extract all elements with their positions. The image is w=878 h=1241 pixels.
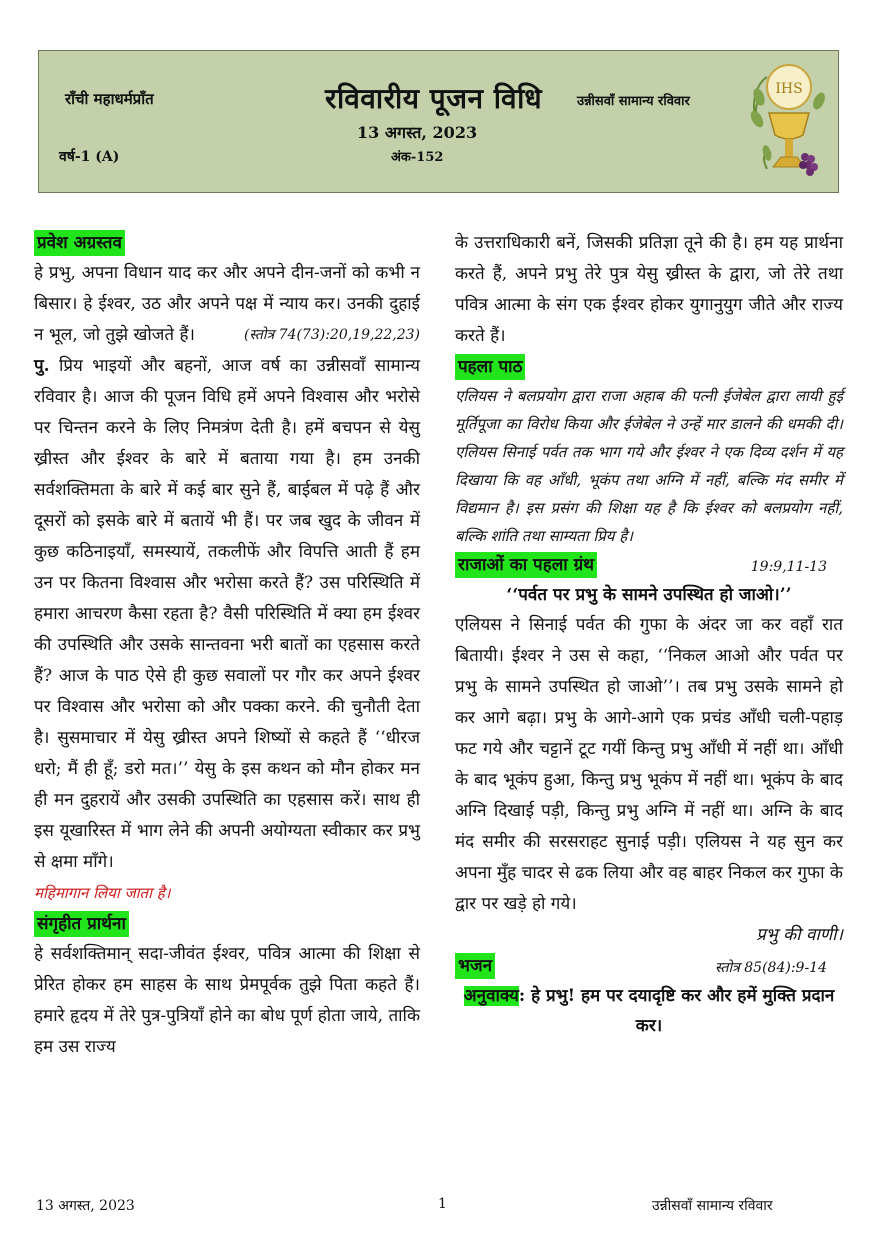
host-ihs-text: IHS bbox=[775, 81, 803, 97]
entrance-heading: प्रवेश अग्रस्तव bbox=[34, 230, 125, 256]
entrance-antiphon bbox=[34, 258, 420, 351]
first-reading-heading: पहला पाठ bbox=[455, 354, 525, 380]
collect-text: हे सर्वशक्तिमान् सदा-जीवंत ईश्वर, पवित्र आत्मा की शिक्षा से प्रेरित होकर हम साहस के साथ प्रेमपूर्वक तुझे पिता कहते हैं। हमारे हृदय में तेरे पुत्र-पुत्रियाँ होने का बोध पूर्ण होता जाये, ताकि हम उस राज्य bbox=[34, 944, 420, 1057]
book-reference: 19:9,11-13 bbox=[750, 559, 827, 575]
header-date: 13 अगस्त, 2023 bbox=[357, 123, 478, 142]
introduction bbox=[34, 351, 420, 878]
psalm-response bbox=[455, 981, 843, 1041]
left-column bbox=[34, 228, 420, 1063]
reading-text: एलियस ने सिनाई पर्वत की गुफा के अंदर जा कर वहाँ रात बितायी। ईश्वर ने उस से कहा, ‘‘निकल आओ और पर्वत पर प्रभु के सामने उपस्थित हो जाओ’’। तब प्रभु उसके सामने हो कर आगे बढ़ा। प्रभु के आगे-आगे एक प्रचंड आँधी चली-पहाड़ फट गये और चट्टानें टूट गयीं किन्तु प्रभु आँधी में नहीं था। आँधी के बाद भूकंप हुआ, किन्तु प्रभु भूकंप में नहीं था। भूकंप के बाद अग्नि दिखाई पड़ी, किन्तु प्रभु अग्नि में नहीं था। अग्नि के बाद मंद समीर की सरसराहट सुनाई पड़ी। एलियस ने यह सुन कर अपना मुँह चादर से ढक लिया और वह बाहर निकल कर गुफा के द्वार पर खड़े हो गये। bbox=[455, 615, 843, 914]
diocese-name: राँची महाधर्मप्राँत bbox=[65, 90, 154, 108]
collect-heading: संगृहीत प्रार्थना bbox=[34, 911, 129, 937]
issue-number: अंक-152 bbox=[391, 150, 444, 165]
collect-continuation: के उत्तराधिकारी बनें, जिसकी प्रतिज्ञा तूने की है। हम यह प्रार्थना करते हैं, अपने प्रभु तेरे पुत्र येसु ख्रीस्त के द्वारा, जो तेरे तथा पवित्र आत्मा के संग एक ईश्वर होकर युगानुयुग जीते और राज्य करते हैं। bbox=[455, 233, 843, 346]
chalice-host-icon bbox=[747, 57, 831, 181]
priest-marker: पु. bbox=[34, 356, 50, 376]
book-heading: राजाओं का पहला ग्रंथ bbox=[455, 552, 597, 578]
footer-date: 13 अगस्त, 2023 bbox=[36, 1198, 135, 1214]
gloria-note: महिमागान लिया जाता है। bbox=[34, 884, 171, 902]
page-title: रविवारीय पूजन विधि bbox=[325, 82, 543, 115]
introduction-text: प्रिय भाइयों और बहनों, आज वर्ष का उन्नीसवाँ सामान्य रविवार है। आज की पूजन विधि हमें अपने विश्वास और भरोसे पर चिन्तन करने के लिए निमत्रंण देती है। हमें बचपन से येसु ख्रीस्त और ईश्वर के बारे में बताया गया है। हम उनकी सर्वशक्तिमता के बारे में कई बार सुने हैं, बाईबल में पढ़े हैं और दूसरों को इसके बारे में बतायें भी हैं। पर जब खुद के जीवन में कुछ कठिनाइयाँ, समस्यायें, तकलीफें और विपत्ति आती हैं हम उन पर कितना विश्वास और भरोसा करते हैं? उस परिस्थिति में हमारा आचरण कैसा रहता है? वैसी परिस्थिति में क्या हम ईश्वर की उपस्थिति और उसके सान्तवना भरी बातों का एहसास करते हैं? आज के पाठ ऐसे ही कुछ सवालों पर गौर कर अपने ईश्वर पर विश्वास और भरोसा को और पक्का करने. की चुनौती देता है। सुसमाचार में येसु ख्रीस्त अपने शिष्यों से कहते हैं ‘‘धीरज धरो; मैं ही हूँ; डरो मत।’’ येसु के इस कथन को मौन होकर मन ही मन दुहरायें और उसकी उपस्थिति का एहसास करें। साथ ही इस यूखारिस्त में भाग लेने की अपनी अयोग्यता स्वीकार कर प्रभु से क्षमा माँगे। bbox=[34, 356, 420, 872]
header-banner bbox=[38, 50, 839, 193]
response-text: : हे प्रभु! हम पर दयादृष्टि कर और हमें मुक्ति प्रदान कर। bbox=[518, 986, 835, 1036]
entrance-text: हे प्रभु, अपना विधान याद कर और अपने दीन-जनों को कभी न बिसार। हे ईश्वर, उठ और अपने पक्ष में न्याय कर। उनकी दुहाई न भूल, जो तुझे खोजते हैं। bbox=[34, 263, 420, 345]
first-reading-summary: एलियस ने बलप्रयोग द्वारा राजा अहाब की पत्नी ईजेबेल द्वारा लायी हुई मूर्तिपूजा का विरोध किया और ईजेबेल ने उन्हें मार डालने की धमकी दी। एलियस सिनाई पर्वत तक भाग गये और ईश्वर ने एक दिव्य दर्शन में यह दिखाया कि वह आँधी, भूकंप तथा अग्नि में नहीं, बल्कि मंद समीर में विद्यमान है। इस प्रसंग की शिक्षा यह है कि ईश्वर को बलप्रयोग नहीं, बल्कि शांति तथा साम्यता प्रिय है। bbox=[455, 387, 843, 545]
footer-sunday: उन्नीसवाँ सामान्य रविवार bbox=[652, 1198, 773, 1214]
right-column bbox=[455, 228, 843, 1041]
response-label: अनुवाक्य bbox=[463, 986, 519, 1006]
word-of-lord: प्रभु की वाणी। bbox=[756, 925, 843, 945]
year-label: वर्ष-1 (A) bbox=[59, 149, 120, 165]
psalm-heading: भजन bbox=[455, 953, 495, 979]
page-number: 1 bbox=[438, 1196, 447, 1212]
psalm-reference: स्तोत्र 85(84):9-14 bbox=[715, 960, 827, 976]
sunday-name: उन्नीसवाँ सामान्य रविवार bbox=[577, 94, 690, 109]
reading-title: ‘‘पर्वत पर प्रभु के सामने उपस्थित हो जाओ।’’ bbox=[506, 585, 792, 605]
entrance-reference: (स्तोत्र 74(73):20,19,22,23) bbox=[243, 327, 420, 343]
